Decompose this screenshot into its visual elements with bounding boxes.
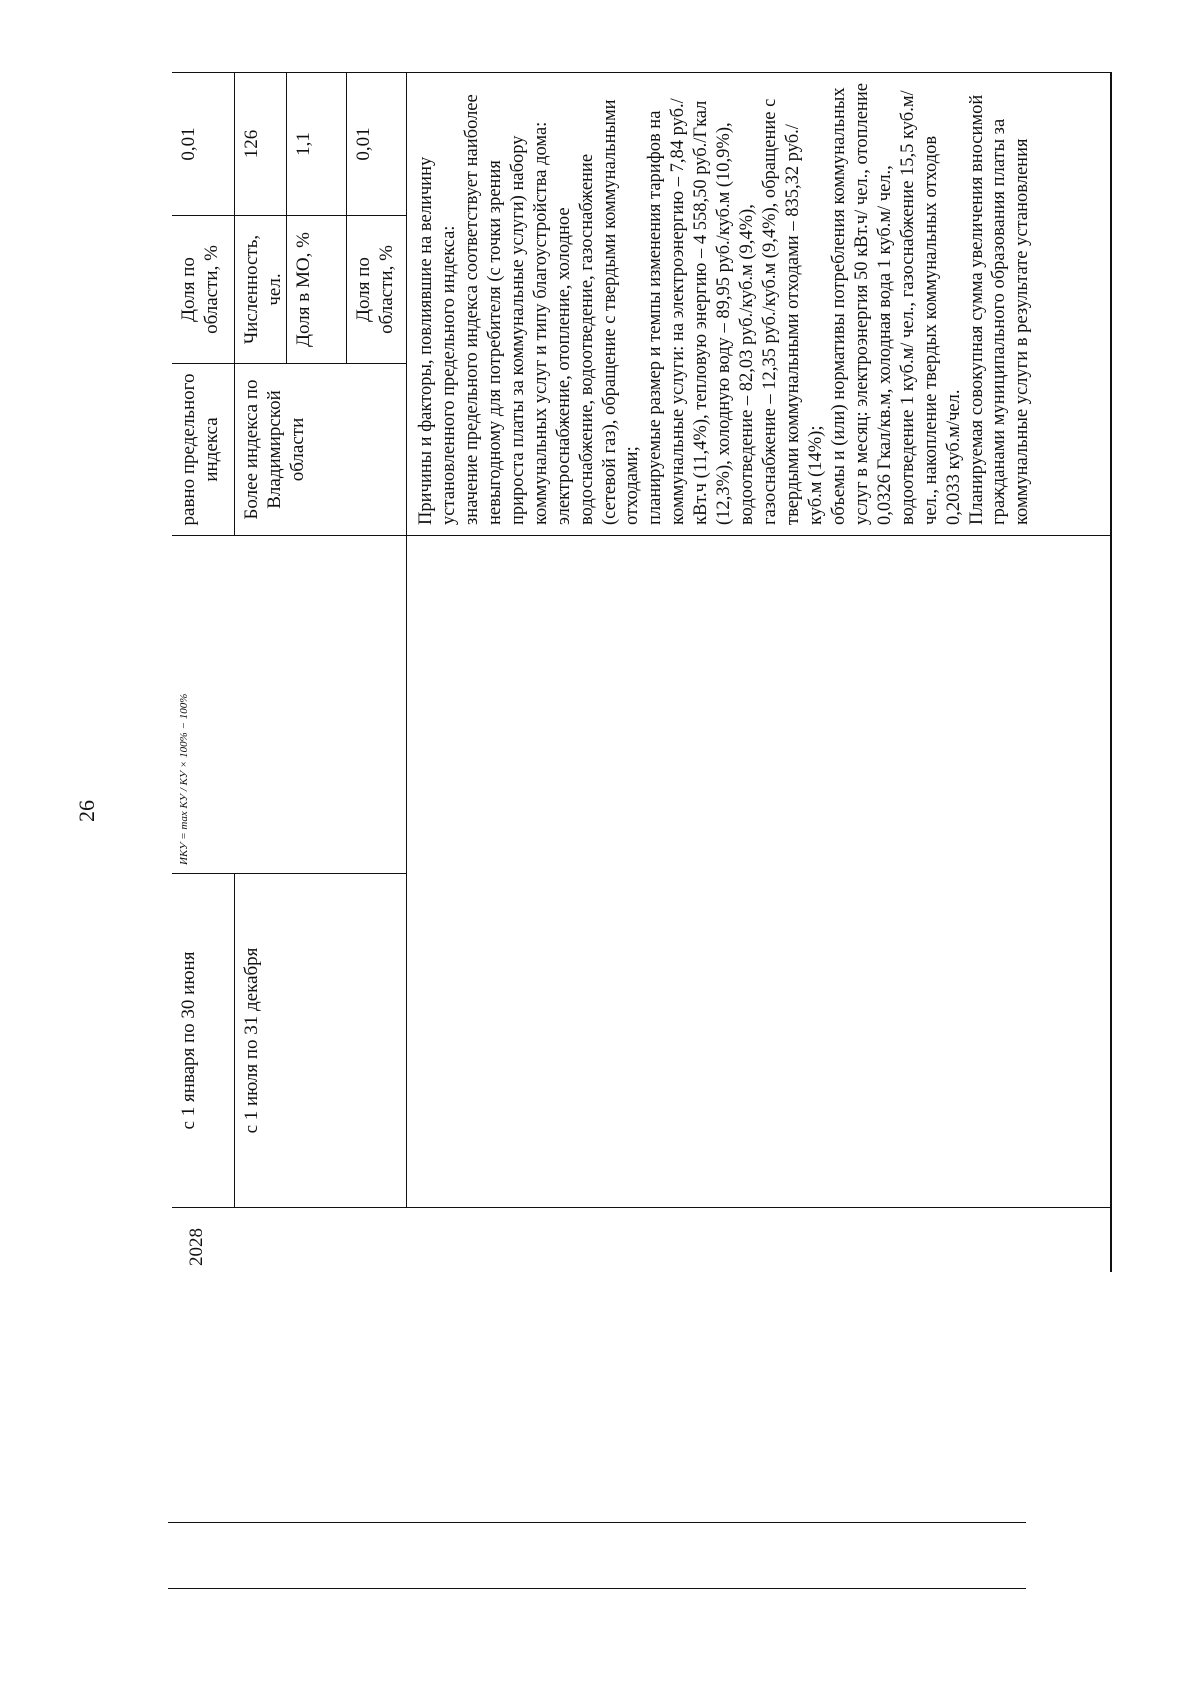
period-first-half: с 1 января по 30 июня xyxy=(172,874,234,1208)
blank-cell xyxy=(406,536,1112,1208)
share-region-label-1: Доля по области, % xyxy=(172,216,234,364)
year-cell: 2028 xyxy=(186,1228,207,1266)
share-region-value-2: 0,01 xyxy=(346,72,406,216)
table-rule-line xyxy=(168,1588,1026,1589)
index-table xyxy=(172,72,1112,1272)
share-mo-value: 1,1 xyxy=(286,72,346,216)
reasons-paragraph: Причины и факторы, повлиявшие на величину установленного предельного индекса: xyxy=(416,156,459,525)
population-label: Численность, чел. xyxy=(234,216,286,364)
formula-cell: ИКУ = max КУ / КУ × 100% − 100% xyxy=(172,536,406,874)
reasons-paragraph: значение предельного индекса соответствует наиболее невыгодному для потребителя (с точки зрения прироста платы за коммунальные услуги) набору коммунальных услуг и типу благоустройства дома: электроснабжение, отопление, холодное водоснабжение, водоотведение, газоснабжение (сетевой газ), обращение с твердыми коммунальными отходами; xyxy=(461,94,643,525)
share-region-label-2: Доля по области, % xyxy=(346,216,406,364)
above-region-index-cell: Более индекса по Владимирской области xyxy=(234,364,406,536)
table-rule-line xyxy=(168,1522,1026,1523)
page-number: 26 xyxy=(74,800,99,822)
share-mo-label: Доля в МО, % xyxy=(286,216,346,364)
period-second-half: с 1 июля по 31 декабря xyxy=(234,874,406,1208)
equal-limit-index-cell: равно предельного индекса xyxy=(172,364,234,536)
rotated-table-page xyxy=(172,72,1112,1272)
share-region-value-1: 0,01 xyxy=(172,72,234,216)
population-value: 126 xyxy=(234,72,286,216)
reasons-cell xyxy=(406,72,1112,536)
reasons-paragraph: Планируемая совокупная сумма увеличения вносимой гражданами муниципального образования платы за коммунальные услуги в результате установления xyxy=(966,94,1033,525)
reasons-paragraph: объемы и (или) нормативы потребления коммунальных услуг в месяц: электроэнергия 50 кВт.ч/ чел., отопление 0,0326 Гкал/кв.м, холодная вода 1 куб.м/ чел., водоотведение 1 куб.м/ чел., газоснабжение 15,5 куб.м/чел., накопление твердых коммунальных отходов 0,2033 куб.м/чел. xyxy=(828,83,964,525)
reasons-paragraph: планируемые размер и темпы изменения тарифов на коммунальные услуги: на электроэнергию – 7,84 руб./кВт.ч (11,4%), тепловую энергию – 4 558,50 руб./Гкал (12,3%), холодную воду – 89,95 руб./куб.м (10,9%), водоотведение – 82,03 руб./куб.м (9,4%), газоснабжение – 12,35 руб./куб.м (9,4%), обращение с твердыми коммунальными отходами – 835,32 руб./куб.м (14%); xyxy=(645,98,826,525)
